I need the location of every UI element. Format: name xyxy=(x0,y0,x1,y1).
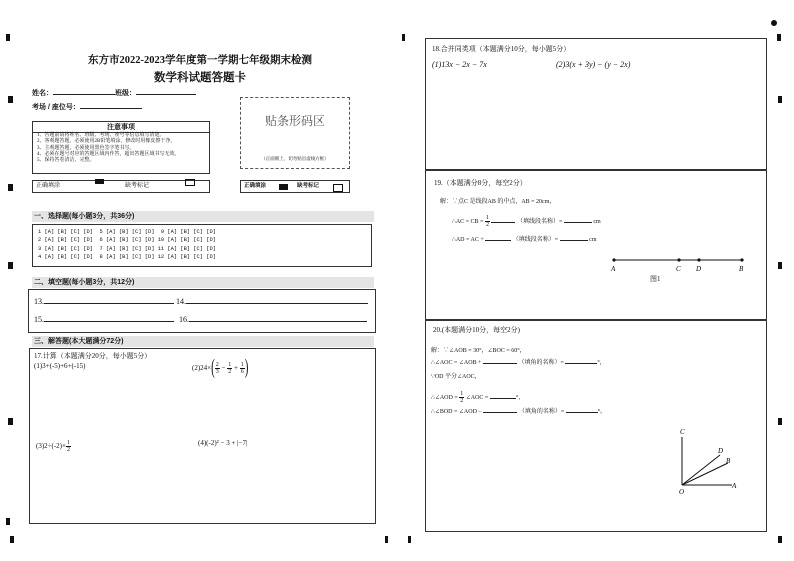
notes-title: 注意事项 xyxy=(107,124,135,131)
fill-legend-box xyxy=(240,180,350,193)
alignment-mark xyxy=(402,34,405,41)
alignment-mark xyxy=(8,96,13,103)
q16-label: 16. xyxy=(179,315,189,324)
q17-title: 17.计算（本题满分20分，每小题5分） xyxy=(34,352,152,360)
exam-row xyxy=(32,103,142,112)
label-a: A xyxy=(732,482,737,490)
q19-blank2[interactable] xyxy=(564,222,592,223)
label-o: O xyxy=(679,488,685,495)
alignment-mark xyxy=(778,96,782,103)
label-d: D xyxy=(718,447,724,455)
angle-diagram xyxy=(674,425,744,495)
q19-title: 19.（本题满分8分，每空2分） xyxy=(434,179,527,187)
exam-seat-field[interactable] xyxy=(80,108,142,109)
fill-sample-box xyxy=(32,180,210,193)
q14-label: 14. xyxy=(176,297,186,306)
fill-blank-box xyxy=(28,289,376,333)
q20-line5: ∴∠BOD = ∠AOD − （填角的名称）= °。 xyxy=(431,409,607,415)
q19-box[interactable] xyxy=(425,170,767,320)
alignment-mark xyxy=(778,262,782,269)
note-item: 2、客观题答题，必须使用2B铅笔填涂，修改时用橡皮擦干净。 xyxy=(37,139,176,145)
fill-missing-label: 缺考标记 xyxy=(125,183,150,189)
q18-box[interactable] xyxy=(425,38,767,170)
exam-seat-label: 考场 / 座位号： xyxy=(32,104,80,111)
note-item: 1、答题前请将姓名、班级、考场、座号等信息填写清楚。 xyxy=(37,133,165,138)
barcode-note: （正面朝上，切勿贴出虚线方框） xyxy=(261,156,329,161)
q20-blank5[interactable] xyxy=(566,412,598,413)
q15-label: 15. xyxy=(34,315,44,324)
alignment-mark xyxy=(10,536,14,543)
filled-sample-icon xyxy=(95,179,104,184)
q20-line1: 解：∵∠AOB = 30°，∠BOC = 60°， xyxy=(431,348,526,354)
label-b: B xyxy=(739,265,744,273)
page-subtitle: 数学科试题答题卡 xyxy=(154,72,246,84)
section1-title: 一、选择题(每小题3分，共36分) xyxy=(32,211,374,222)
notes-list xyxy=(37,133,209,164)
choice-row[interactable]: 1 [A] [B] [C] [D] 5 [A] [B] [C] [D] 9 [A] [B] [C] [D] xyxy=(38,229,216,235)
q13-label: 13. xyxy=(34,297,44,306)
barcode-area xyxy=(240,97,350,169)
q20-blank1[interactable] xyxy=(483,363,517,364)
class-field[interactable] xyxy=(136,94,196,95)
q20-blank2[interactable] xyxy=(565,363,597,364)
q20-box[interactable] xyxy=(425,320,767,532)
fill-correct-label: 正确填涂 xyxy=(36,183,61,189)
q13-field[interactable] xyxy=(44,303,174,304)
legend-correct-label: 正确填涂 xyxy=(244,183,267,189)
q19-line2: ∴AC = CB = $\frac{1}{2}$ （填线段名称）= cm xyxy=(452,215,601,228)
label-d: D xyxy=(696,265,702,273)
q18-title: 18.合并同类项（本题满分10分，每小题5分） xyxy=(432,45,571,53)
point-d xyxy=(697,258,700,261)
name-label: 姓名： xyxy=(32,90,53,97)
figure-label: 图1 xyxy=(650,275,661,283)
q20-title: 20.(本题满分10分，每空2分) xyxy=(433,326,520,334)
choice-row[interactable]: 3 [A] [B] [C] [D] 7 [A] [B] [C] [D] 11 [A] [B] [C] [D] xyxy=(38,245,216,252)
alignment-mark xyxy=(8,184,13,191)
alignment-mark xyxy=(408,536,411,543)
point-c xyxy=(677,258,680,261)
alignment-mark xyxy=(8,418,13,425)
choice-answer-box xyxy=(32,224,372,267)
alignment-mark xyxy=(778,418,782,425)
alignment-mark xyxy=(6,518,10,525)
alignment-mark xyxy=(385,536,388,543)
section2-title: 二、填空题(每小题3分，共12分) xyxy=(32,277,374,288)
q15-field[interactable] xyxy=(44,321,174,322)
empty-legend-icon xyxy=(333,184,343,192)
note-item: 4、必须在题号对应的答题区域内作答，超出答题区域书写无效。 xyxy=(37,151,180,157)
empty-sample-icon xyxy=(185,179,195,186)
q17-part1: (1)3+(-5)+6+(-15) xyxy=(34,362,86,370)
point-a xyxy=(612,258,615,261)
alignment-mark xyxy=(777,34,781,41)
q19-blank1[interactable] xyxy=(491,222,515,223)
q20-blank4[interactable] xyxy=(483,412,517,413)
q16-field[interactable] xyxy=(189,321,367,322)
q20-line4: ∴∠AOD = $\frac{1}{2}$ ∠AOC = °， xyxy=(431,391,525,404)
alignment-mark xyxy=(8,262,13,269)
q20-blank3[interactable] xyxy=(490,398,516,399)
q19-line1: 解：∵点C 是线段AB 的中点，AB = 20cm， xyxy=(440,199,556,205)
class-label: 班级： xyxy=(115,90,136,97)
point-b xyxy=(740,258,743,261)
name-field[interactable] xyxy=(53,94,115,95)
filled-legend-icon xyxy=(279,184,288,190)
q14-field[interactable] xyxy=(186,303,368,304)
q19-blank3[interactable] xyxy=(485,240,511,241)
q19-line3: ∴AD = AC + （填线段名称）= cm xyxy=(452,237,597,243)
choice-row[interactable]: 2 [A] [B] [C] [D] 6 [A] [B] [C] [D] 10 [A] [B] [C] [D] xyxy=(38,237,216,244)
choice-row[interactable]: 4 [A] [B] [C] [D] 8 [A] [B] [C] [D] 12 [A] [B] [C] [D] xyxy=(38,253,216,260)
q17-part2: (2)24×( $\frac{2}{3}$ − $\frac{1}{2}$ + $\frac{1}{6}$ ) xyxy=(192,356,249,380)
note-item: 5、保持答卷清洁、完整。 xyxy=(37,158,95,163)
label-c: C xyxy=(676,265,681,273)
q17-box[interactable] xyxy=(29,348,376,524)
alignment-mark xyxy=(778,536,782,543)
name-row xyxy=(32,89,196,98)
q20-line2: ∴∠AOC = ∠AOB + （填角的名称）= °， xyxy=(431,360,606,366)
barcode-title: 贴条形码区 xyxy=(264,114,325,128)
q20-line3: ∵OD 平分∠AOC， xyxy=(431,374,481,380)
label-a: A xyxy=(611,265,616,273)
alignment-mark xyxy=(771,20,777,26)
segment-diagram xyxy=(606,255,746,275)
notes-box xyxy=(32,121,210,174)
q17-part3: (3)2÷(-2)× $\frac{1}{2}$ xyxy=(36,440,70,453)
section3-title: 三、解答题(本大题满分72分) xyxy=(32,336,374,347)
q18-part2: (2)3(x + 3y) − (y − 2x) xyxy=(556,60,631,69)
alignment-mark xyxy=(6,34,10,41)
label-b: B xyxy=(726,457,731,465)
label-c: C xyxy=(680,428,685,436)
legend-missing-label: 缺考标记 xyxy=(297,183,320,189)
note-item: 3、主观题答题，必须使用黑色签字笔书写。 xyxy=(37,145,135,151)
page-title: 东方市2022-2023学年度第一学期七年级期末检测 xyxy=(88,55,312,66)
q18-part1: (1)13x − 2x − 7x xyxy=(432,60,487,69)
q17-part4: (4)(-2)² − 3 + |−7| xyxy=(198,439,248,447)
q19-blank4[interactable] xyxy=(560,240,588,241)
